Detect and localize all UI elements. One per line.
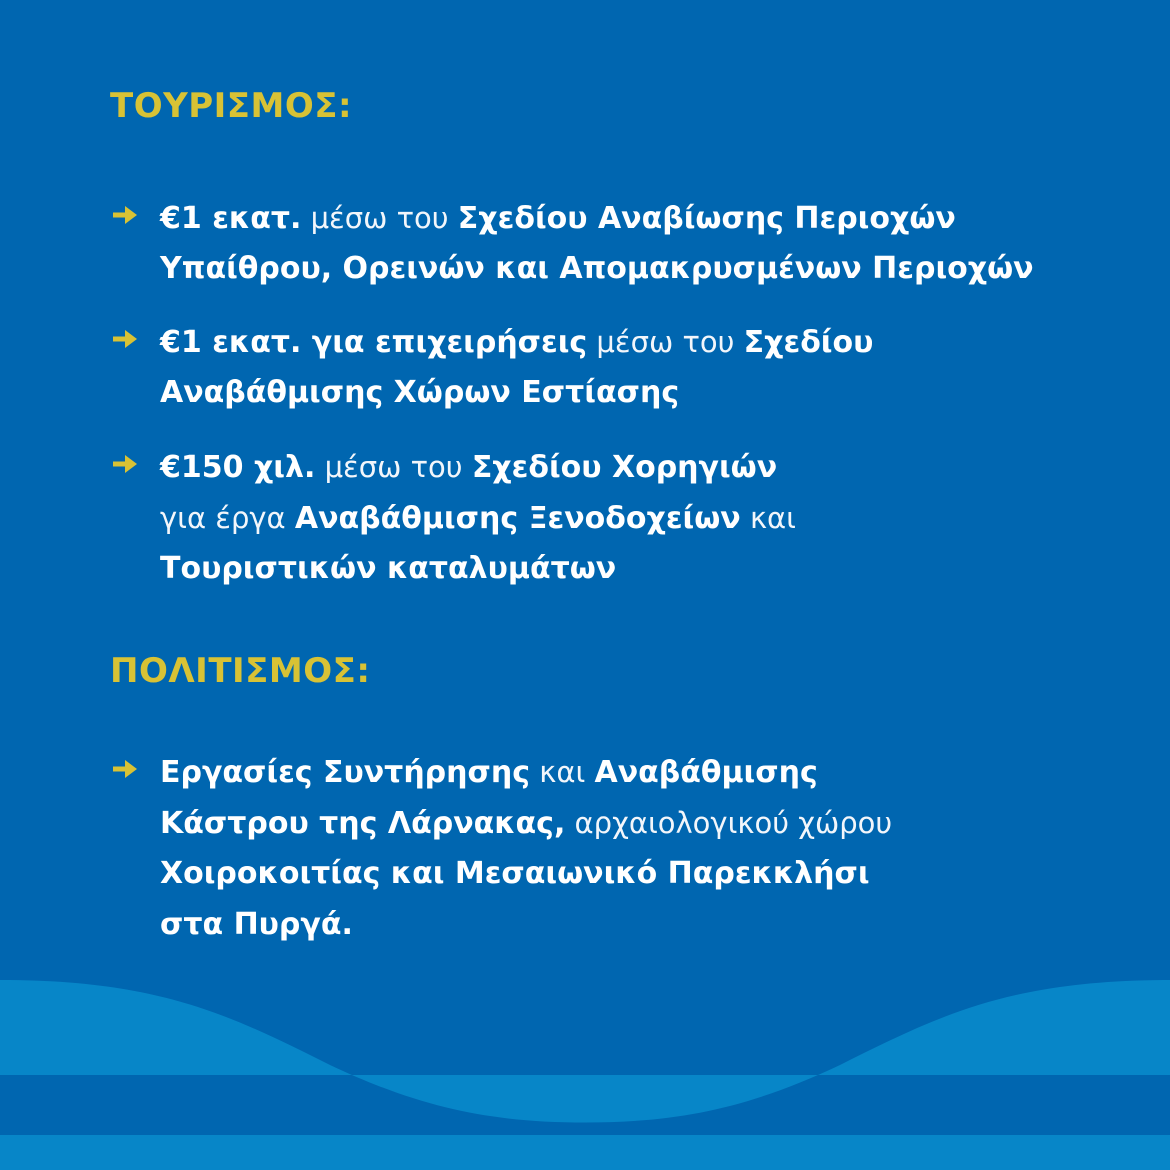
bullet-line: [160, 244, 1034, 294]
bold-text-run: Αναβάθμισης Χώρων Εστίασης: [160, 375, 680, 410]
decorative-wave: [0, 960, 1170, 1170]
light-text-run: και: [740, 501, 796, 535]
bullet-line: [160, 193, 956, 243]
bold-text-run: €150 χιλ.: [160, 450, 316, 485]
light-text-run: μέσω του: [587, 325, 744, 359]
light-text-run: για έργα: [160, 501, 295, 535]
light-text-run: και: [530, 755, 595, 789]
light-text-run: μέσω του: [315, 450, 472, 484]
light-text-run: μέσω του: [301, 201, 458, 235]
bullet-line: [160, 900, 353, 950]
bold-text-run: Αναβάθμισης: [594, 755, 818, 790]
bullet-line: [160, 368, 679, 418]
bullet-line: [160, 493, 796, 543]
bold-text-run: Εργασίες Συντήρησης: [160, 755, 531, 790]
arrow-right-icon: [112, 758, 138, 780]
arrow-right-icon: [112, 453, 138, 475]
bold-text-run: στα Πυργά.: [160, 907, 353, 942]
bold-text-run: Αναβάθμισης Ξενοδοχείων: [294, 501, 741, 536]
bold-text-run: Σχεδίου Χορηγιών: [471, 450, 778, 485]
bullet-line: [160, 442, 777, 492]
bold-text-run: Χοιροκοιτίας και Μεσαιωνικό Παρεκκλήσι: [160, 856, 870, 891]
bold-text-run: Σχεδίου: [743, 325, 874, 360]
section-heading-culture: ΠΟΛΙΤΙΣΜΟΣ:: [110, 651, 371, 691]
section-heading-tourism: ΤΟΥΡΙΣΜΟΣ:: [110, 86, 353, 126]
arrow-right-icon: [112, 328, 138, 350]
bold-text-run: €1 εκατ.: [160, 201, 302, 236]
bullet-line: [160, 849, 870, 899]
bold-text-run: Υπαίθρου, Ορεινών και Απομακρυσμένων Περιοχών: [160, 251, 1034, 286]
bullet-line: [160, 747, 818, 797]
bold-text-run: €1 εκατ. για επιχειρήσεις: [160, 325, 588, 360]
bold-text-run: Σχεδίου Αναβίωσης Περιοχών: [457, 201, 956, 236]
bold-text-run: Κάστρου της Λάρνακας,: [160, 806, 566, 841]
bullet-line: [160, 544, 616, 594]
bullet-line: [160, 317, 873, 367]
arrow-right-icon: [112, 204, 138, 226]
bullet-line: [160, 798, 892, 848]
bold-text-run: Τουριστικών καταλυμάτων: [160, 551, 617, 586]
light-text-run: αρχαιολογικού χώρου: [565, 806, 893, 840]
